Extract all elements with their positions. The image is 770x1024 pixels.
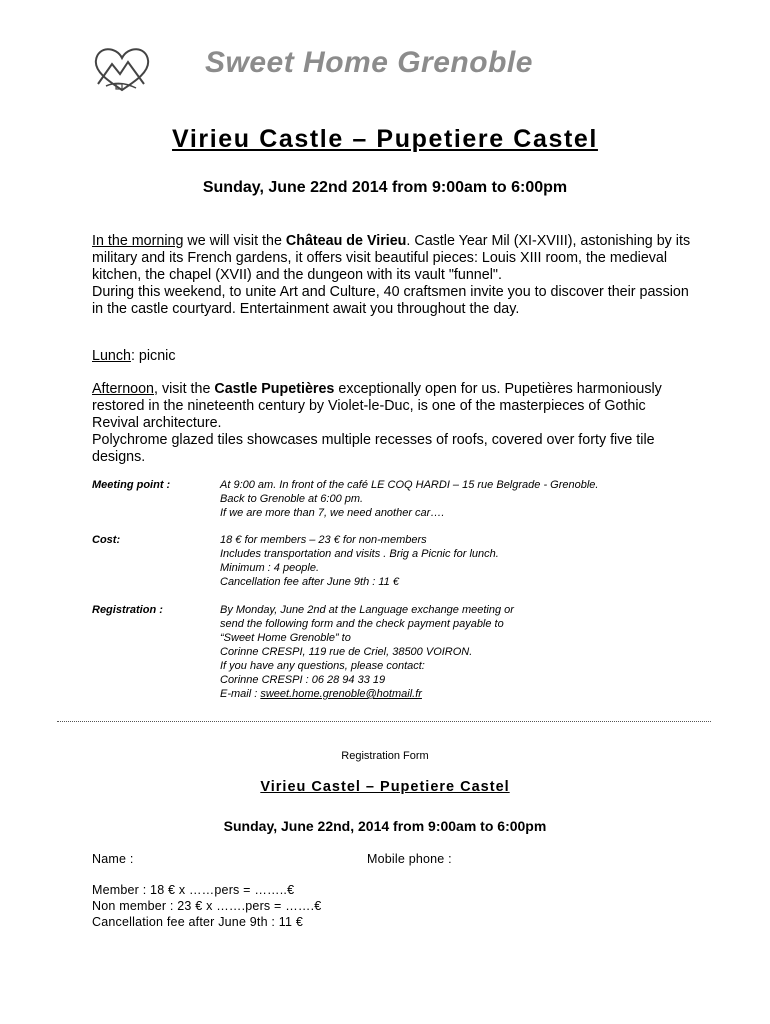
afternoon-text-2: exceptionally open for us. Pupetières harmoniously restored in the nineteenth century by Violet-le-Duc, is one of the masterpieces of Gothic Revival architecture. [92,381,662,431]
meeting-line: Back to Grenoble at 6:00 pm. [220,493,364,505]
fee-lines [92,882,321,930]
name-field-label: Name : [92,852,134,866]
cost-line: Cancellation fee after June 9th : 11 € [220,576,399,588]
lunch-text: : picnic [130,348,176,364]
weekend-paragraph: During this weekend, to unite Art and Culture, 40 craftsmen invite you to discover their passion in the castle courtyard. Entertainment await you throughout the day. [92,284,689,317]
cost-line: Minimum : 4 people. [220,562,320,574]
meeting-line: If we are more than 7, we need another car…. [220,507,445,519]
registration-line: send the following form and the check payment payable to [220,618,504,630]
brand-title: Sweet Home Grenoble [205,46,533,79]
email-prefix: E-mail : [220,688,261,700]
morning-text: we will visit the [183,233,286,249]
meeting-line: At 9:00 am. In front of the café LE COQ HARDI – 15 rue Belgrade - Grenoble. [220,479,599,491]
member-line: Member : 18 € x ……pers = ……..€ [92,883,295,897]
cost-details [220,533,499,589]
cost-line: 18 € for members – 23 € for non-members [220,534,427,546]
registration-line: By Monday, June 2nd at the Language exchange meeting or [220,604,514,616]
tiles-paragraph: Polychrome glazed tiles showcases multiple recesses of roofs, covered over forty five tile designs. [92,432,655,465]
morning-lead: In the morning [92,233,184,249]
form-heading: Registration Form [341,750,429,762]
registration-label: Registration : [92,604,163,616]
nonmember-line: Non member : 23 € x …….pers = …….€ [92,899,322,913]
registration-line: “Sweet Home Grenoble” to [220,632,351,644]
registration-details [220,603,514,701]
registration-line: Corinne CRESPI, 119 rue de Criel, 38500 VOIRON. [220,646,473,658]
afternoon-paragraph [92,381,692,466]
cost-line: Includes transportation and visits . Brig a Picnic for lunch. [220,548,499,560]
cut-line-divider [57,721,711,722]
email-line [220,687,514,701]
morning-text-2: . Castle Year Mil (XI-XVIII), astonishing by its military and its French gardens, it offers visit beautiful pieces: Louis XIII room, the medieval kitchen, the chapel (XVII) and the dungeon with its vault "funnel". [92,233,691,283]
virieu-name: Château de Virieu [285,233,407,249]
form-title: Virieu Castel – Pupetiere Castel [260,779,510,795]
email-link[interactable]: sweet.home.grenoble@hotmail.fr [260,688,422,700]
registration-line: Corinne CRESPI : 06 28 94 33 19 [220,674,386,686]
cancellation-line: Cancellation fee after June 9th : 11 € [92,915,303,929]
registration-line: If you have any questions, please contact: [220,660,425,672]
heart-mountain-logo [90,44,154,94]
event-date: Sunday, June 22nd 2014 from 9:00am to 6:00pm [202,179,568,196]
afternoon-lead: Afternoon [92,381,154,397]
lunch-lead: Lunch [92,348,131,364]
mobile-field-label: Mobile phone : [367,852,452,866]
form-date: Sunday, June 22nd, 2014 from 9:00am to 6:00pm [223,818,547,834]
morning-paragraph [92,233,692,318]
page-title: Virieu Castle – Pupetiere Castel [172,125,598,153]
meeting-label: Meeting point : [92,479,171,491]
lunch-paragraph [92,348,692,365]
pupetieres-name: Castle Pupetières [214,381,335,397]
cost-label: Cost: [92,534,121,546]
afternoon-text: , visit the [154,381,215,397]
meeting-details [220,478,598,520]
